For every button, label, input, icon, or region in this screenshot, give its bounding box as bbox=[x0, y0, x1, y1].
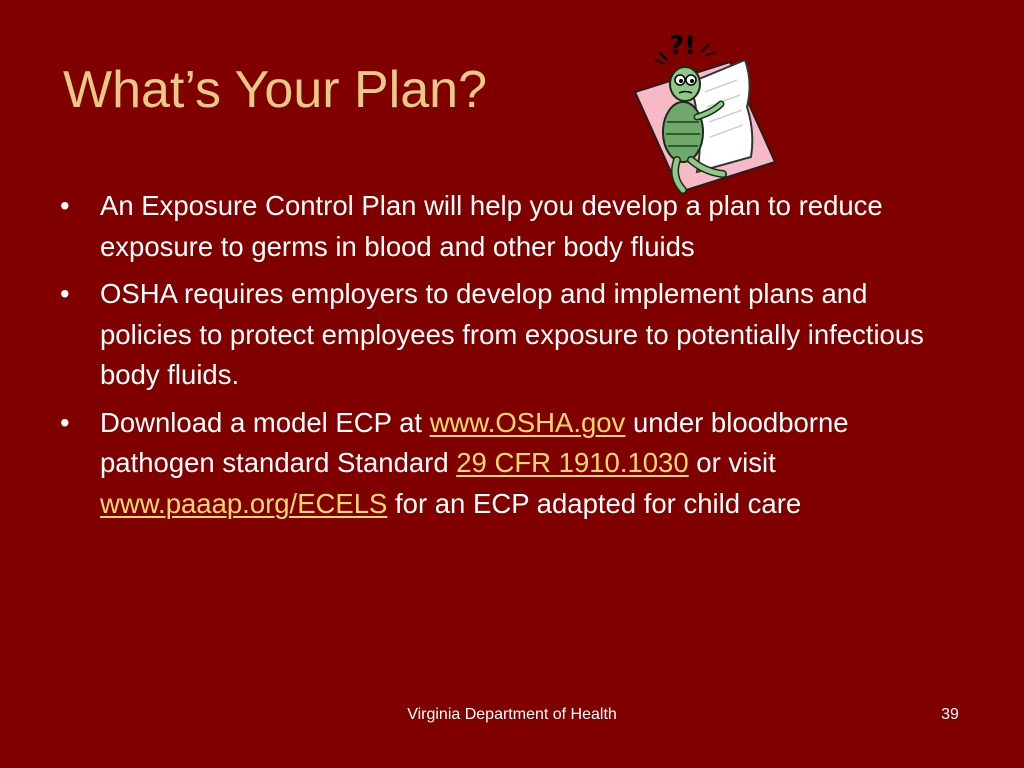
osha-link[interactable]: www.OSHA.gov bbox=[429, 406, 626, 438]
bullet-text: under bloodborne pathogen standard Standard bbox=[100, 406, 849, 478]
bullet-item bbox=[58, 403, 938, 525]
bullet-text: or visit bbox=[688, 447, 776, 478]
bullet-dot: • bbox=[60, 190, 70, 221]
bullet-text: for an ECP adapted for child care bbox=[387, 487, 802, 519]
clipart-symbols: ?! bbox=[669, 31, 696, 61]
bullet-dot: • bbox=[60, 278, 70, 309]
confused-germ-reading-paper-icon bbox=[625, 22, 780, 197]
bullet-text: An Exposure Control Plan will help you develop a plan to reduce exposure to germs in blood and other body fluids bbox=[100, 190, 883, 262]
bullet-text: Download a model ECP at bbox=[100, 406, 430, 438]
slide-title: What’s Your Plan? bbox=[63, 61, 487, 119]
bullet-list bbox=[58, 186, 938, 531]
footer-organization: Virginia Department of Health bbox=[407, 706, 617, 723]
bullet-dot: • bbox=[60, 406, 70, 438]
bullet-text: OSHA requires employers to develop and implement plans and policies to protect employees from exposure to potentially infectious body fluids. bbox=[100, 278, 924, 390]
cfr-standard-link[interactable]: 29 CFR 1910.1030 bbox=[456, 447, 689, 478]
ecels-link[interactable]: www.paaap.org/ECELS bbox=[100, 487, 388, 519]
page-number: 39 bbox=[941, 706, 959, 723]
bullet-item bbox=[58, 274, 938, 396]
bullet-item bbox=[58, 186, 938, 267]
